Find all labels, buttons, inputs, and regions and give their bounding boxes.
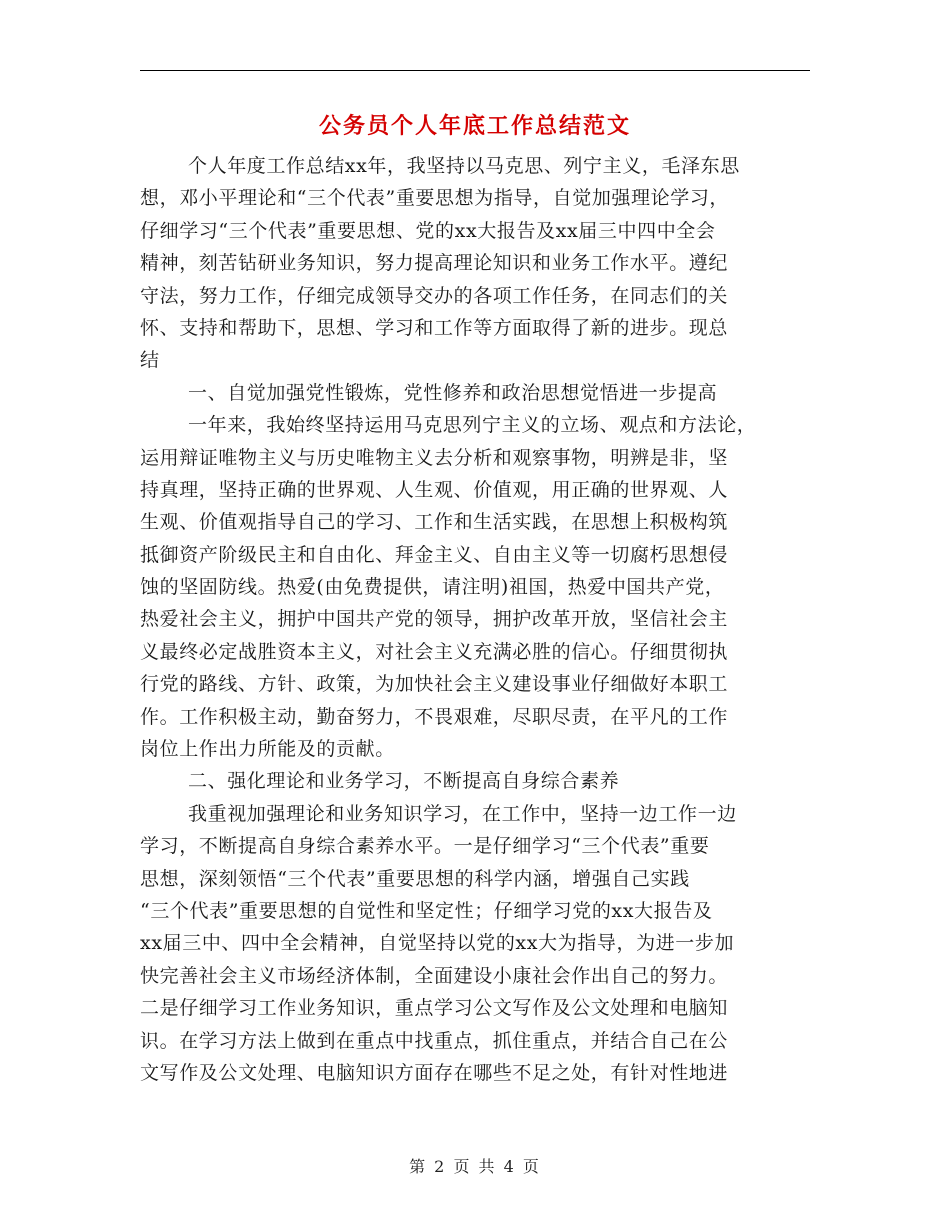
- text-line: 岗位上作出力所能及的贡献。: [140, 738, 395, 761]
- text-line: 作。工作积极主动，勤奋努力，不畏艰难，尽职尽责，在平凡的工作: [140, 705, 729, 728]
- document-body: [140, 150, 810, 1089]
- text-line: 生观、价值观指导自己的学习、工作和生活实践，在思想上积极构筑: [140, 511, 729, 534]
- text-line: 结: [140, 349, 160, 372]
- text-line: 学习，不断提高自身综合素养水平。一是仔细学习“三个代表”重要: [140, 835, 710, 858]
- text-line: 义最终必定战胜资本主义，对社会主义充满必胜的信心。仔细贯彻执: [140, 640, 729, 663]
- document-title: 公务员个人年底工作总结范文: [318, 114, 631, 139]
- text-line: 运用辩证唯物主义与历史唯物主义去分析和观察事物，明辨是非，坚: [140, 446, 729, 469]
- text-line: 识。在学习方法上做到在重点中找重点，抓住重点，并结合自己在公: [140, 1029, 729, 1052]
- text-line: 我重视加强理论和业务知识学习，在工作中，坚持一边工作一边: [188, 802, 737, 825]
- text-line: 热爱社会主义，拥护中国共产党的领导，拥护改革开放，坚信社会主: [140, 608, 729, 631]
- text-line: 快完善社会主义市场经济体制，全面建设小康社会作出自己的努力。: [140, 964, 729, 987]
- text-line: xx届三中、四中全会精神，自觉坚持以党的xx大为指导，为进一步加: [140, 932, 735, 955]
- text-line: 一年来，我始终坚持运用马克思列宁主义的立场、观点和方法论，: [188, 414, 757, 437]
- text-line: 仔细学习“三个代表”重要思想、党的xx大报告及xx届三中四中全会: [140, 219, 716, 242]
- text-line: 个人年度工作总结xx年，我坚持以马克思、列宁主义，毛泽东思: [188, 155, 740, 177]
- text-line: “三个代表”重要思想的自觉性和坚定性；仔细学习党的xx大报告及: [140, 899, 713, 922]
- text-line: 文写作及公文处理、电脑知识方面存在哪些不足之处，有针对性地进: [140, 1061, 729, 1084]
- text-line: 思想，深刻领悟“三个代表”重要思想的科学内涵，增强自己实践: [140, 867, 690, 890]
- text-line: 守法，努力工作，仔细完成领导交办的各项工作任务，在同志们的关: [140, 284, 729, 307]
- text-line: 行党的路线、方针、政策，为加快社会主义建设事业仔细做好本职工: [140, 673, 729, 696]
- text-line: 二是仔细学习工作业务知识，重点学习公文写作及公文处理和电脑知: [140, 997, 729, 1020]
- text-line: 想，邓小平理论和“三个代表”重要思想为指导，自觉加强理论学习，: [140, 187, 730, 210]
- text-line: 怀、支持和帮助下，思想、学习和工作等方面取得了新的进步。现总: [140, 316, 729, 339]
- text-line: 精神，刻苦钻研业务知识，努力提高理论知识和业务工作水平。遵纪: [140, 252, 729, 275]
- text-line: 蚀的坚固防线。热爱(由免费提供，请注明)祖国，热爱中国共产党，: [140, 576, 725, 599]
- text-line: 一、自觉加强党性锻炼，党性修养和政治思想觉悟进一步提高: [188, 381, 718, 404]
- page-number-footer: 第 2 页 共 4 页: [409, 1157, 541, 1176]
- text-line: 持真理，坚持正确的世界观、人生观、价值观，用正确的世界观、人: [140, 478, 729, 501]
- text-line: 二、强化理论和业务学习，不断提高自身综合素养: [188, 770, 620, 793]
- text-line: 抵御资产阶级民主和自由化、拜金主义、自由主义等一切腐朽思想侵: [140, 543, 729, 566]
- header-rule: [140, 70, 810, 71]
